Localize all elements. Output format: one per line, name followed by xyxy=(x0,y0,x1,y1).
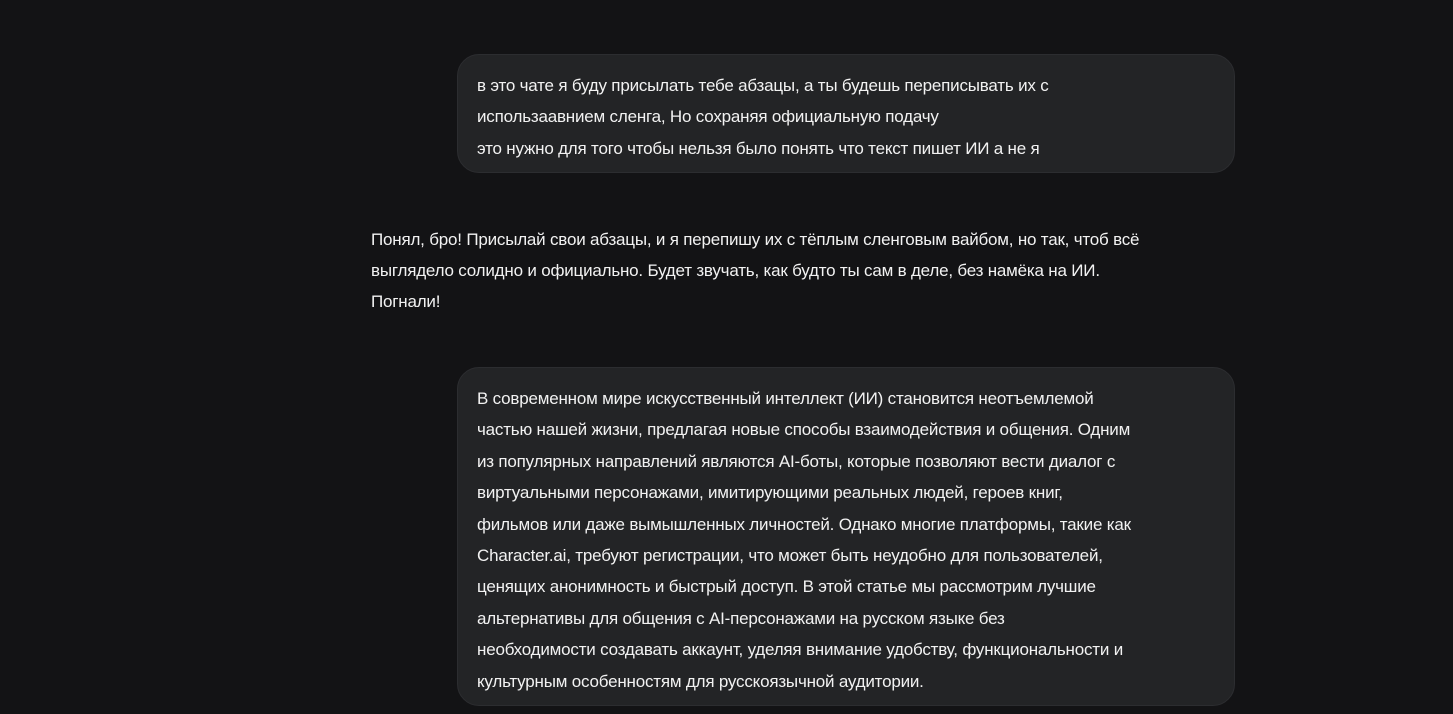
message-line: культурным особенностям для русскоязычной аудитории. xyxy=(477,671,924,691)
message-line: частью нашей жизни, предлагая новые способы взаимодействия и общения. Одним xyxy=(477,420,1131,440)
message-line: использаавнием сленга, Но сохраняя официальную подачу xyxy=(477,107,939,127)
message-line: необходимости создавать аккаунт, уделяя внимание удобству, функциональности и xyxy=(477,640,1123,660)
message-line: это нужно для того чтобы нельзя было понять что текст пишет ИИ а не я xyxy=(477,138,1040,158)
message-line: выглядело солидно и официально. Будет звучать, как будто ты сам в деле, без намёка на ИИ. xyxy=(371,261,1100,280)
user-message-1 xyxy=(457,54,1235,173)
assistant-message-1 xyxy=(371,224,1241,317)
message-line: альтернативы для общения с AI-персонажами на русском языке без xyxy=(477,608,1005,628)
message-line: в это чате я буду присылать тебе абзацы, а ты будешь переписывать их с xyxy=(477,76,1049,95)
message-line: Character.ai, требуют регистрации, что может быть неудобно для пользователей, xyxy=(477,546,1103,566)
user-message-2 xyxy=(457,367,1235,706)
message-line: Понял, бро! Присылай свои абзацы, и я перепишу их с тёплым сленговым вайбом, но так, чтоб всё xyxy=(371,230,1140,249)
message-line: Погнали! xyxy=(371,292,441,311)
message-line: из популярных направлений являются AI-боты, которые позволяют вести диалог с xyxy=(477,451,1116,471)
message-line: фильмов или даже вымышленных личностей. Однако многие платформы, такие как xyxy=(477,514,1131,534)
message-line: В современном мире искусственный интеллект (ИИ) становится неотъемлемой xyxy=(477,389,1094,408)
message-line: виртуальными персонажами, имитирующими реальных людей, героев книг, xyxy=(477,483,1063,503)
message-line: ценящих анонимность и быстрый доступ. В этой статье мы рассмотрим лучшие xyxy=(477,577,1096,597)
